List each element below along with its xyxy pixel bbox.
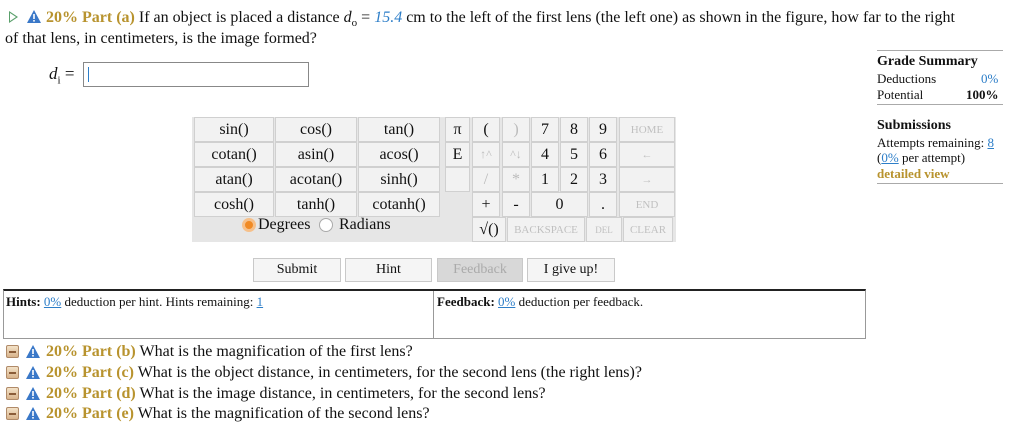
feedback-text: deduction per feedback. (518, 294, 644, 309)
collapse-icon[interactable] (6, 366, 19, 379)
radians-radio[interactable] (319, 218, 333, 232)
home-key[interactable]: HOME (619, 117, 675, 142)
give-up-button[interactable]: I give up! (527, 258, 615, 282)
part-b-label: Part (b) (82, 343, 136, 360)
digit-7-key[interactable]: 7 (531, 117, 559, 142)
part-e-label: Part (e) (82, 405, 134, 422)
sidebar-divider-bottom (877, 183, 1003, 184)
per-attempt-open: ( (877, 150, 882, 165)
acotan-key[interactable]: acotan() (275, 167, 357, 192)
digit-2-key[interactable]: 2 (560, 167, 588, 192)
part-a-var: d (343, 9, 352, 26)
per-attempt-pct: 0% (881, 150, 899, 165)
atan-key[interactable]: atan() (194, 167, 274, 192)
part-e-percent: 20% (46, 405, 78, 422)
cotan-key[interactable]: cotan() (194, 142, 274, 167)
digit-5-key[interactable]: 5 (560, 142, 588, 167)
divide-key[interactable]: / (472, 167, 500, 192)
pi-key[interactable]: π (445, 117, 470, 142)
end-key[interactable]: END (619, 192, 675, 217)
multiply-key[interactable]: * (502, 167, 530, 192)
down-arrow-key[interactable]: ^↓ (502, 142, 530, 167)
collapse-icon[interactable] (6, 407, 19, 420)
feedback-percent: 0% (498, 294, 516, 309)
degrees-radio[interactable] (242, 218, 256, 232)
cosh-key[interactable]: cosh() (194, 192, 274, 217)
sidebar-divider-mid (877, 104, 1003, 105)
warning-icon (26, 407, 40, 420)
minus-key[interactable]: - (502, 192, 530, 217)
part-b-row[interactable] (46, 343, 413, 361)
e-key[interactable]: E (445, 142, 470, 167)
submit-button[interactable]: Submit (253, 258, 341, 282)
hints-percent: 0% (43, 294, 62, 309)
part-b-question: What is the magnification of the first lens? (139, 343, 413, 360)
left-arrow-key[interactable]: ← (619, 142, 675, 167)
part-b-percent: 20% (46, 343, 78, 360)
answer-var-sub: i (57, 74, 61, 87)
acos-key[interactable]: acos() (358, 142, 440, 167)
detailed-view-link[interactable]: detailed view (877, 166, 950, 181)
blank-key (445, 167, 470, 192)
tan-key[interactable]: tan() (358, 117, 440, 142)
cotanh-key[interactable]: cotanh() (358, 192, 440, 217)
plus-key[interactable]: + (472, 192, 500, 217)
feedback-label: Feedback: (437, 294, 495, 309)
part-a-line2: of that lens, in centimeters, is the image formed? (5, 30, 317, 47)
tanh-key[interactable]: tanh() (275, 192, 357, 217)
part-d-label: Part (d) (82, 385, 136, 402)
deductions-value: 0% (981, 71, 999, 86)
part-d-question: What is the image distance, in centimeters, for the second lens? (139, 385, 546, 402)
part-d-row[interactable] (46, 385, 546, 403)
feedback-line (437, 294, 643, 310)
part-a-eq: = (361, 9, 371, 26)
sidebar-divider-top (877, 50, 1003, 51)
part-a-var-sub: o (351, 17, 358, 30)
part-e-question: What is the magnification of the second lens? (137, 405, 430, 422)
attempts-value: 8 (987, 135, 994, 150)
sinh-key[interactable]: sinh() (358, 167, 440, 192)
per-attempt-line (877, 150, 965, 166)
digit-8-key[interactable]: 8 (560, 117, 588, 142)
hint-button[interactable]: Hint (345, 258, 432, 282)
deductions-label: Deductions (877, 71, 937, 86)
part-c-label: Part (c) (82, 364, 134, 381)
part-a-text-after: cm to the left of the first lens (the left one) as shown in the figure, how far to the right (406, 9, 955, 26)
warning-icon (26, 387, 40, 400)
grade-summary-title: Grade Summary (877, 54, 978, 69)
sqrt-key[interactable]: √() (472, 217, 506, 242)
part-a-percent: 20% (46, 9, 78, 26)
part-e-row[interactable] (46, 405, 430, 423)
part-a-text: If an object is placed a distance (138, 9, 340, 26)
warning-icon (26, 345, 40, 358)
up-arrow-key[interactable]: ↑^ (472, 142, 500, 167)
answer-var: d (49, 64, 58, 83)
potential-value: 100% (966, 87, 999, 102)
expand-play-icon[interactable] (9, 11, 18, 23)
hints-text: deduction per hint. Hints remaining: (64, 294, 254, 309)
hints-divider (433, 291, 434, 338)
right-arrow-key[interactable]: → (619, 167, 675, 192)
text-caret (88, 67, 89, 82)
attempts-line (877, 135, 994, 151)
attempts-label: Attempts remaining: (877, 135, 985, 150)
part-a-label: Part (a) (82, 9, 135, 26)
del-key[interactable]: DEL (586, 217, 622, 242)
answer-eq: = (64, 64, 75, 83)
warning-icon (26, 366, 40, 379)
per-attempt-text: per attempt) (901, 150, 966, 165)
part-d-percent: 20% (46, 385, 78, 402)
part-c-row[interactable] (46, 364, 642, 382)
digit-6-key[interactable]: 6 (589, 142, 617, 167)
left-paren-key[interactable]: ( (472, 117, 500, 142)
backspace-key[interactable]: BACKSPACE (507, 217, 585, 242)
part-c-percent: 20% (46, 364, 78, 381)
degrees-label: Degrees (258, 216, 311, 233)
digit-9-key[interactable]: 9 (589, 117, 617, 142)
digit-4-key[interactable]: 4 (531, 142, 559, 167)
collapse-icon[interactable] (6, 387, 19, 400)
answer-input[interactable] (83, 62, 309, 87)
hints-label: Hints: (6, 294, 41, 309)
clear-key[interactable]: CLEAR (623, 217, 673, 242)
part-a-value: 15.4 (374, 9, 403, 26)
warning-icon (27, 10, 41, 23)
cos-key[interactable]: cos() (275, 117, 357, 142)
part-c-question: What is the object distance, in centimeters, for the second lens (the right lens)? (137, 364, 642, 381)
answer-label (49, 64, 74, 86)
hints-line (6, 294, 263, 310)
part-a-question (46, 9, 955, 29)
potential-label: Potential (877, 87, 924, 102)
hints-remaining: 1 (256, 294, 264, 309)
decimal-key[interactable]: . (589, 192, 617, 217)
digit-3-key[interactable]: 3 (589, 167, 617, 192)
feedback-button[interactable]: Feedback (437, 258, 523, 282)
submissions-title: Submissions (877, 118, 951, 133)
sin-key[interactable]: sin() (194, 117, 274, 142)
digit-1-key[interactable]: 1 (531, 167, 559, 192)
asin-key[interactable]: asin() (275, 142, 357, 167)
digit-0-key[interactable]: 0 (531, 192, 588, 217)
radians-label: Radians (339, 216, 391, 233)
collapse-icon[interactable] (6, 345, 19, 358)
right-paren-key[interactable]: ) (502, 117, 530, 142)
